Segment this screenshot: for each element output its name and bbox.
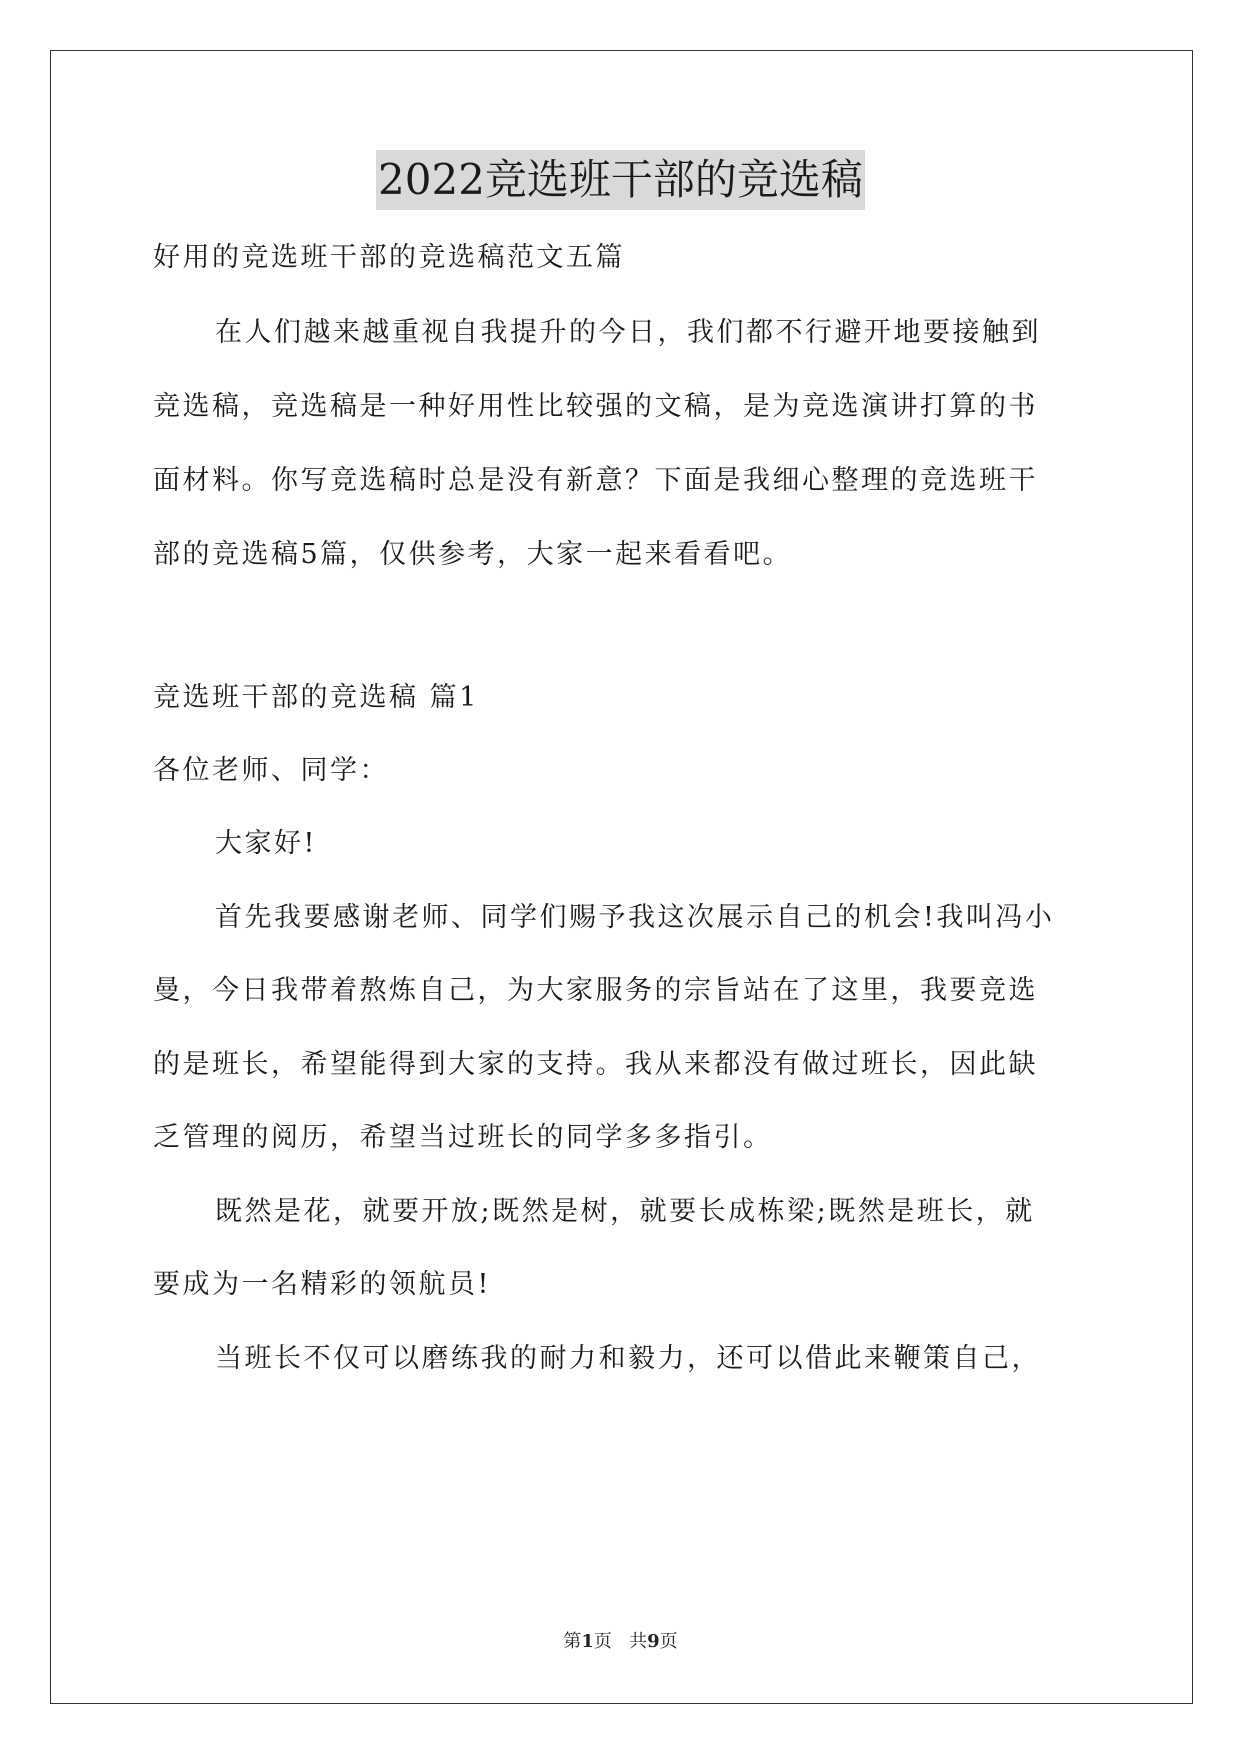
current-page-number: 1 xyxy=(581,1631,594,1652)
paragraph-line: 的是班长，希望能得到大家的支持。我从来都没有做过班长，因此缺 xyxy=(153,1049,1038,1080)
paragraph-line: 在人们越来越重视自我提升的今日，我们都不行避开地要接触到 xyxy=(215,317,1041,348)
section-heading: 竞选班干部的竞选稿 篇1 xyxy=(153,682,479,713)
page-suffix: 页 xyxy=(593,1631,612,1652)
paragraph-line: 曼，今日我带着熬炼自己，为大家服务的宗旨站在了这里，我要竞选 xyxy=(153,975,1038,1006)
paragraph-line: 乏管理的阅历，希望当过班长的同学多多指引。 xyxy=(153,1122,773,1153)
paragraph-line: 部的竞选稿5篇，仅供参考，大家一起来看看吧。 xyxy=(153,539,793,570)
total-prefix: 共 xyxy=(629,1631,648,1652)
paragraph-line: 既然是花，就要开放;既然是树，就要长成栋梁;既然是班长，就 xyxy=(215,1196,1035,1227)
paragraph-line: 竞选稿，竞选稿是一种好用性比较强的文稿，是为竞选演讲打算的书 xyxy=(153,391,1038,422)
paragraph-line: 面材料。你写竞选稿时总是没有新意？下面是我细心整理的竞选班干 xyxy=(153,465,1038,496)
paragraph-line: 要成为一名精彩的领航员! xyxy=(153,1269,491,1300)
salutation: 各位老师、同学： xyxy=(153,755,389,786)
paragraph-line: 首先我要感谢老师、同学们赐予我这次展示自己的机会!我叫冯小 xyxy=(215,902,1055,933)
total-pages-number: 9 xyxy=(647,1631,660,1652)
greeting: 大家好! xyxy=(215,828,317,859)
page-border xyxy=(50,50,1193,1704)
document-title: 2022竞选班干部的竞选稿 xyxy=(376,150,865,210)
title-wrapper xyxy=(0,150,1241,210)
document-subtitle: 好用的竞选班干部的竞选稿范文五篇 xyxy=(153,242,625,273)
page-footer xyxy=(0,1630,1241,1654)
total-suffix: 页 xyxy=(659,1631,678,1652)
page-prefix: 第 xyxy=(563,1631,582,1652)
paragraph-line: 当班长不仅可以磨练我的耐力和毅力，还可以借此来鞭策自己， xyxy=(215,1343,1041,1374)
